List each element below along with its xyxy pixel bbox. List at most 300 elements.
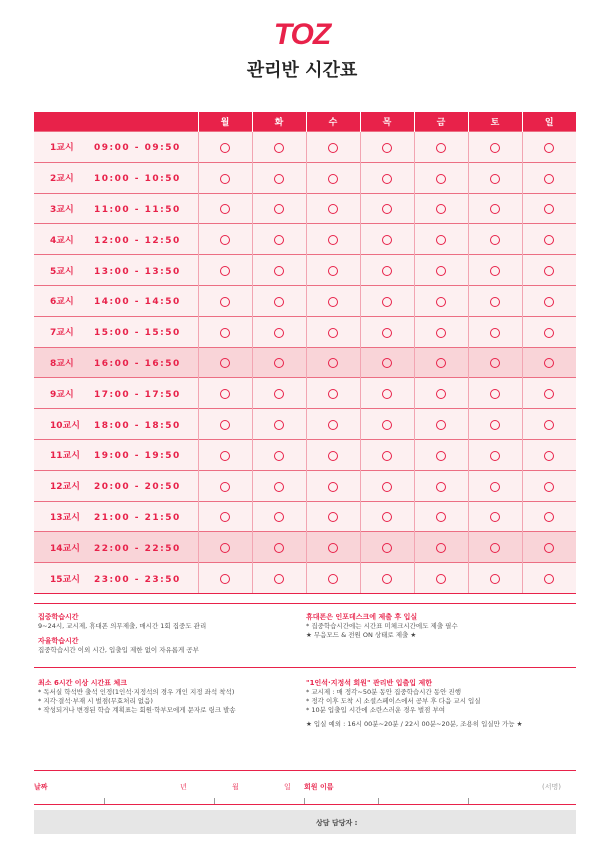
phone-notes (306, 612, 571, 640)
day-header: 금 (414, 112, 468, 132)
slot-cell[interactable] (522, 347, 576, 378)
free-heading: 자율학습시간 (38, 637, 79, 645)
slot-cell[interactable] (522, 132, 576, 163)
circle-mark-icon[interactable] (328, 143, 338, 153)
slot-cell[interactable] (306, 439, 360, 470)
slot-cell[interactable] (252, 132, 306, 163)
circle-mark-icon[interactable] (490, 174, 500, 184)
circle-mark-icon[interactable] (544, 451, 554, 461)
counselor-row[interactable] (34, 810, 576, 834)
month-label[interactable]: 월 (232, 783, 239, 791)
circle-mark-icon[interactable] (220, 451, 230, 461)
timetable-header (34, 112, 576, 132)
circle-mark-icon[interactable] (544, 389, 554, 399)
slot-cell[interactable] (198, 563, 252, 594)
signature-top-line (34, 770, 576, 771)
circle-mark-icon[interactable] (544, 482, 554, 492)
circle-mark-icon[interactable] (436, 358, 446, 368)
circle-mark-icon[interactable] (544, 420, 554, 430)
circle-mark-icon[interactable] (328, 543, 338, 553)
slot-cell[interactable] (198, 316, 252, 347)
slot-cell[interactable] (252, 347, 306, 378)
circle-mark-icon[interactable] (436, 297, 446, 307)
circle-mark-icon[interactable] (544, 266, 554, 276)
slot-cell[interactable] (522, 470, 576, 501)
circle-mark-icon[interactable] (544, 204, 554, 214)
min-line: * 독서실 학석반 출석 인정(1인석·지정석의 경우 개인 지정 좌석 착석) (38, 688, 235, 696)
slot-cell[interactable] (198, 409, 252, 440)
period-label: 3교시 (50, 204, 74, 215)
slot-cell[interactable] (360, 285, 414, 316)
circle-mark-icon[interactable] (490, 143, 500, 153)
slot-cell[interactable] (198, 501, 252, 532)
circle-mark-icon[interactable] (382, 235, 392, 245)
slot-cell[interactable] (306, 316, 360, 347)
circle-mark-icon[interactable] (544, 143, 554, 153)
slot-cell[interactable] (522, 532, 576, 563)
circle-mark-icon[interactable] (436, 174, 446, 184)
period-label: 2교시 (50, 174, 74, 185)
date-label: 날짜 (34, 783, 48, 791)
circle-mark-icon[interactable] (436, 482, 446, 492)
slot-cell[interactable] (414, 563, 468, 594)
period-cell (34, 193, 198, 224)
period-cell (34, 255, 198, 286)
period-row (34, 255, 576, 286)
circle-mark-icon[interactable] (220, 235, 230, 245)
circle-mark-icon[interactable] (220, 482, 230, 492)
slot-cell[interactable] (306, 470, 360, 501)
circle-mark-icon[interactable] (274, 482, 284, 492)
entry-restriction-notes (306, 678, 576, 729)
slot-cell[interactable] (414, 378, 468, 409)
study-time-notes (38, 612, 288, 655)
day-header: 월 (198, 112, 252, 132)
slot-cell[interactable] (198, 193, 252, 224)
slot-cell[interactable] (522, 193, 576, 224)
slot-cell[interactable] (360, 347, 414, 378)
slot-cell[interactable] (252, 532, 306, 563)
period-row (34, 409, 576, 440)
slot-cell[interactable] (414, 162, 468, 193)
slot-cell[interactable] (360, 132, 414, 163)
period-row (34, 285, 576, 316)
slot-cell[interactable] (252, 470, 306, 501)
period-time: 16:00 - 16:50 (94, 358, 181, 369)
slot-cell[interactable] (522, 285, 576, 316)
circle-mark-icon[interactable] (274, 451, 284, 461)
circle-mark-icon[interactable] (328, 358, 338, 368)
member-name-label: 회원 이름 (304, 783, 334, 791)
slot-cell[interactable] (198, 132, 252, 163)
focus-text: 9~24시, 교시제, 휴대폰 의무제출, 매시간 1회 집중도 관리 (38, 622, 207, 630)
slot-cell[interactable] (198, 439, 252, 470)
circle-mark-icon[interactable] (436, 235, 446, 245)
period-time: 11:00 - 11:50 (94, 204, 181, 215)
year-label[interactable]: 년 (180, 783, 187, 791)
circle-mark-icon[interactable] (274, 574, 284, 584)
circle-mark-icon[interactable] (544, 174, 554, 184)
circle-mark-icon[interactable] (328, 574, 338, 584)
circle-mark-icon[interactable] (382, 358, 392, 368)
circle-mark-icon[interactable] (220, 420, 230, 430)
slot-cell[interactable] (414, 316, 468, 347)
signature-field[interactable]: (서명) (542, 783, 561, 791)
signature-row (34, 770, 576, 806)
focus-heading: 집중학습시간 (38, 613, 79, 621)
period-label: 8교시 (50, 358, 74, 369)
circle-mark-icon[interactable] (220, 204, 230, 214)
circle-mark-icon[interactable] (382, 482, 392, 492)
circle-mark-icon[interactable] (274, 297, 284, 307)
period-time: 15:00 - 15:50 (94, 328, 181, 339)
slot-cell[interactable] (198, 255, 252, 286)
slot-cell[interactable] (252, 224, 306, 255)
circle-mark-icon[interactable] (328, 420, 338, 430)
slot-cell[interactable] (360, 470, 414, 501)
slot-cell[interactable] (468, 285, 522, 316)
circle-mark-icon[interactable] (220, 512, 230, 522)
period-row (34, 224, 576, 255)
period-time: 14:00 - 14:50 (94, 297, 181, 308)
period-label: 4교시 (50, 235, 74, 246)
period-time: 10:00 - 10:50 (94, 174, 181, 185)
circle-mark-icon[interactable] (490, 328, 500, 338)
circle-mark-icon[interactable] (382, 420, 392, 430)
slot-cell[interactable] (306, 409, 360, 440)
circle-mark-icon[interactable] (220, 389, 230, 399)
slot-cell[interactable] (252, 501, 306, 532)
timetable-body (34, 132, 576, 594)
circle-mark-icon[interactable] (490, 266, 500, 276)
circle-mark-icon[interactable] (274, 328, 284, 338)
slot-cell[interactable] (414, 255, 468, 286)
circle-mark-icon[interactable] (328, 266, 338, 276)
slot-cell[interactable] (468, 255, 522, 286)
period-cell (34, 316, 198, 347)
circle-mark-icon[interactable] (544, 235, 554, 245)
period-time: 12:00 - 12:50 (94, 235, 181, 246)
slot-cell[interactable] (414, 347, 468, 378)
period-label: 12교시 (50, 482, 80, 493)
circle-mark-icon[interactable] (328, 389, 338, 399)
section-divider-middle (34, 667, 576, 668)
circle-mark-icon[interactable] (436, 328, 446, 338)
circle-mark-icon[interactable] (274, 420, 284, 430)
circle-mark-icon[interactable] (382, 297, 392, 307)
section-divider-top (34, 603, 576, 604)
circle-mark-icon[interactable] (382, 204, 392, 214)
circle-mark-icon[interactable] (220, 328, 230, 338)
slot-cell[interactable] (306, 162, 360, 193)
slot-cell[interactable] (360, 532, 414, 563)
slot-cell[interactable] (414, 532, 468, 563)
slot-cell[interactable] (198, 378, 252, 409)
slot-cell[interactable] (414, 193, 468, 224)
slot-cell[interactable] (522, 439, 576, 470)
slot-cell[interactable] (522, 255, 576, 286)
slot-cell[interactable] (252, 255, 306, 286)
circle-mark-icon[interactable] (490, 297, 500, 307)
slot-cell[interactable] (252, 162, 306, 193)
slot-cell[interactable] (252, 316, 306, 347)
circle-mark-icon[interactable] (382, 174, 392, 184)
period-label: 7교시 (50, 328, 74, 339)
period-cell (34, 132, 198, 163)
circle-mark-icon[interactable] (328, 482, 338, 492)
slot-cell[interactable] (468, 316, 522, 347)
circle-mark-icon[interactable] (436, 512, 446, 522)
circle-mark-icon[interactable] (436, 543, 446, 553)
circle-mark-icon[interactable] (544, 358, 554, 368)
entry-line: * 정각 이후 도착 시 소셜스페이스에서 공부 후 다음 교시 입실 (306, 697, 481, 705)
period-cell (34, 532, 198, 563)
slot-cell[interactable] (252, 409, 306, 440)
period-row (34, 470, 576, 501)
circle-mark-icon[interactable] (220, 174, 230, 184)
period-label: 14교시 (50, 543, 80, 554)
slot-cell[interactable] (360, 193, 414, 224)
circle-mark-icon[interactable] (436, 451, 446, 461)
slot-cell[interactable] (306, 285, 360, 316)
timetable (34, 112, 576, 594)
period-cell (34, 439, 198, 470)
slot-cell[interactable] (360, 501, 414, 532)
circle-mark-icon[interactable] (328, 328, 338, 338)
period-time: 20:00 - 20:50 (94, 482, 181, 493)
circle-mark-icon[interactable] (544, 328, 554, 338)
slot-cell[interactable] (468, 193, 522, 224)
period-cell (34, 285, 198, 316)
circle-mark-icon[interactable] (274, 389, 284, 399)
min-heading: 최소 6시간 이상 시간표 체크 (38, 679, 128, 687)
slot-cell[interactable] (360, 162, 414, 193)
slot-cell[interactable] (360, 409, 414, 440)
slot-cell[interactable] (198, 532, 252, 563)
signature-bottom-line (34, 804, 576, 805)
circle-mark-icon[interactable] (490, 235, 500, 245)
slot-cell[interactable] (306, 378, 360, 409)
circle-mark-icon[interactable] (544, 512, 554, 522)
header-corner (34, 112, 198, 132)
period-time: 19:00 - 19:50 (94, 451, 181, 462)
slot-cell[interactable] (414, 439, 468, 470)
circle-mark-icon[interactable] (436, 143, 446, 153)
circle-mark-icon[interactable] (220, 543, 230, 553)
slot-cell[interactable] (360, 224, 414, 255)
circle-mark-icon[interactable] (490, 389, 500, 399)
circle-mark-icon[interactable] (328, 512, 338, 522)
circle-mark-icon[interactable] (490, 451, 500, 461)
circle-mark-icon[interactable] (274, 143, 284, 153)
slot-cell[interactable] (252, 193, 306, 224)
slot-cell[interactable] (468, 439, 522, 470)
circle-mark-icon[interactable] (274, 266, 284, 276)
slot-cell[interactable] (414, 501, 468, 532)
period-time: 22:00 - 22:50 (94, 543, 181, 554)
slot-cell[interactable] (198, 224, 252, 255)
slot-cell[interactable] (306, 501, 360, 532)
slot-cell[interactable] (522, 501, 576, 532)
slot-cell[interactable] (468, 532, 522, 563)
period-label: 10교시 (50, 420, 80, 431)
period-label: 15교시 (50, 574, 80, 585)
slot-cell[interactable] (360, 563, 414, 594)
circle-mark-icon[interactable] (490, 482, 500, 492)
period-row (34, 347, 576, 378)
slot-cell[interactable] (414, 132, 468, 163)
circle-mark-icon[interactable] (328, 204, 338, 214)
circle-mark-icon[interactable] (490, 420, 500, 430)
slot-cell[interactable] (306, 532, 360, 563)
period-cell (34, 470, 198, 501)
circle-mark-icon[interactable] (544, 297, 554, 307)
slot-cell[interactable] (522, 224, 576, 255)
circle-mark-icon[interactable] (490, 574, 500, 584)
slot-cell[interactable] (468, 501, 522, 532)
slot-cell[interactable] (522, 409, 576, 440)
slot-cell[interactable] (522, 316, 576, 347)
circle-mark-icon[interactable] (328, 235, 338, 245)
period-label: 5교시 (50, 266, 74, 277)
circle-mark-icon[interactable] (382, 266, 392, 276)
circle-mark-icon[interactable] (274, 235, 284, 245)
circle-mark-icon[interactable] (490, 358, 500, 368)
period-row (34, 193, 576, 224)
slot-cell[interactable] (360, 439, 414, 470)
circle-mark-icon[interactable] (382, 543, 392, 553)
circle-mark-icon[interactable] (544, 543, 554, 553)
slot-cell[interactable] (414, 409, 468, 440)
slot-cell[interactable] (198, 347, 252, 378)
circle-mark-icon[interactable] (220, 266, 230, 276)
day-header: 토 (468, 112, 522, 132)
slot-cell[interactable] (468, 132, 522, 163)
min-line: * 작성되거나 변경된 학습 계획표는 회원·학부모에게 문자로 링크 발송 (38, 706, 236, 714)
slot-cell[interactable] (414, 285, 468, 316)
circle-mark-icon[interactable] (274, 174, 284, 184)
circle-mark-icon[interactable] (382, 574, 392, 584)
min-line: * 지각·결석·부재 시 벌점(무효처리 없음) (38, 697, 153, 705)
slot-cell[interactable] (468, 347, 522, 378)
slot-cell[interactable] (468, 563, 522, 594)
circle-mark-icon[interactable] (328, 174, 338, 184)
period-time: 21:00 - 21:50 (94, 512, 181, 523)
circle-mark-icon[interactable] (436, 389, 446, 399)
period-cell (34, 224, 198, 255)
slot-cell[interactable] (414, 470, 468, 501)
circle-mark-icon[interactable] (274, 358, 284, 368)
period-row (34, 316, 576, 347)
slot-cell[interactable] (360, 255, 414, 286)
day-header: 목 (360, 112, 414, 132)
minimum-hours-notes (38, 678, 300, 715)
slot-cell[interactable] (414, 224, 468, 255)
period-row (34, 501, 576, 532)
circle-mark-icon[interactable] (436, 574, 446, 584)
period-label: 9교시 (50, 389, 74, 400)
slot-cell[interactable] (522, 563, 576, 594)
slot-cell[interactable] (252, 563, 306, 594)
slot-cell[interactable] (306, 224, 360, 255)
slot-cell[interactable] (198, 470, 252, 501)
circle-mark-icon[interactable] (328, 451, 338, 461)
circle-mark-icon[interactable] (436, 420, 446, 430)
slot-cell[interactable] (198, 285, 252, 316)
circle-mark-icon[interactable] (328, 297, 338, 307)
circle-mark-icon[interactable] (382, 389, 392, 399)
slot-cell[interactable] (252, 439, 306, 470)
slot-cell[interactable] (306, 563, 360, 594)
circle-mark-icon[interactable] (490, 512, 500, 522)
period-label: 13교시 (50, 512, 80, 523)
period-cell (34, 501, 198, 532)
period-cell (34, 563, 198, 594)
circle-mark-icon[interactable] (490, 543, 500, 553)
circle-mark-icon[interactable] (382, 143, 392, 153)
slot-cell[interactable] (306, 193, 360, 224)
day-header: 일 (522, 112, 576, 132)
circle-mark-icon[interactable] (220, 574, 230, 584)
circle-mark-icon[interactable] (274, 204, 284, 214)
period-row (34, 532, 576, 563)
entry-line: * 10분 입출입 시간에 소란스러운 경우 벌점 부여 (306, 706, 446, 714)
entry-heading: "1인석·지정석 회원" 관리반 입출입 제한 (306, 679, 433, 687)
circle-mark-icon[interactable] (436, 266, 446, 276)
page-title: 관리반 시간표 (246, 60, 358, 81)
circle-mark-icon[interactable] (436, 204, 446, 214)
slot-cell[interactable] (360, 316, 414, 347)
period-time: 17:00 - 17:50 (94, 389, 181, 400)
entry-line: * 교시제 : 매 정각~50분 동안 집중학습시간 동안 진행 (306, 688, 461, 696)
circle-mark-icon[interactable] (382, 512, 392, 522)
period-cell (34, 162, 198, 193)
slot-cell[interactable] (468, 409, 522, 440)
slot-cell[interactable] (306, 132, 360, 163)
period-label: 11교시 (50, 451, 80, 462)
day-label[interactable]: 일 (284, 783, 291, 791)
slot-cell[interactable] (198, 162, 252, 193)
circle-mark-icon[interactable] (382, 328, 392, 338)
slot-cell[interactable] (468, 470, 522, 501)
slot-cell[interactable] (522, 162, 576, 193)
slot-cell[interactable] (468, 224, 522, 255)
slot-cell[interactable] (468, 378, 522, 409)
circle-mark-icon[interactable] (490, 204, 500, 214)
day-header: 화 (252, 112, 306, 132)
slot-cell[interactable] (522, 378, 576, 409)
circle-mark-icon[interactable] (220, 297, 230, 307)
slot-cell[interactable] (252, 285, 306, 316)
period-row (34, 439, 576, 470)
slot-cell[interactable] (252, 378, 306, 409)
circle-mark-icon[interactable] (274, 543, 284, 553)
circle-mark-icon[interactable] (274, 512, 284, 522)
slot-cell[interactable] (306, 347, 360, 378)
period-time: 09:00 - 09:50 (94, 143, 181, 154)
period-cell (34, 409, 198, 440)
slot-cell[interactable] (360, 378, 414, 409)
period-row (34, 162, 576, 193)
free-text: 집중학습시간 이외 시간, 입출입 제한 없이 자유롭게 공부 (38, 646, 199, 654)
circle-mark-icon[interactable] (220, 358, 230, 368)
circle-mark-icon[interactable] (382, 451, 392, 461)
circle-mark-icon[interactable] (220, 143, 230, 153)
slot-cell[interactable] (306, 255, 360, 286)
slot-cell[interactable] (468, 162, 522, 193)
toz-logo: TOZ (273, 18, 331, 51)
circle-mark-icon[interactable] (544, 574, 554, 584)
